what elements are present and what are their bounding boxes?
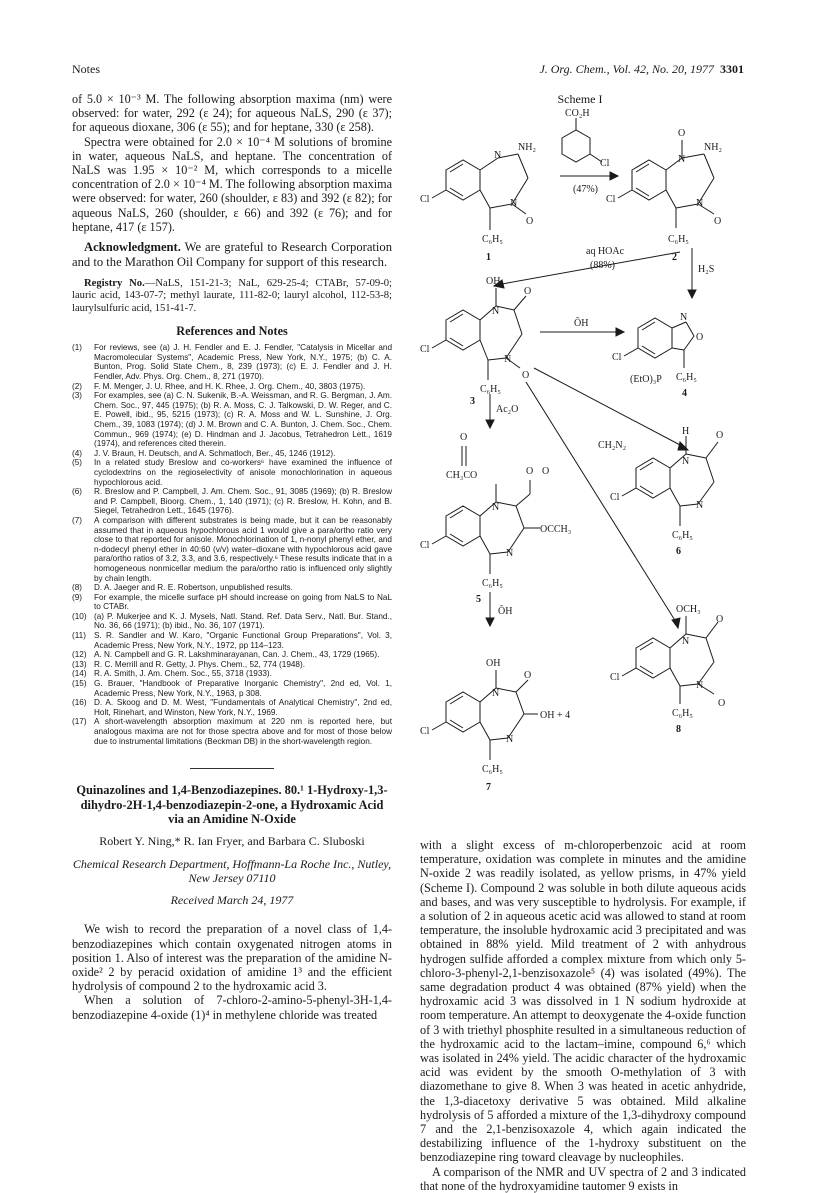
reference-text: (a) P. Mukerjee and K. J. Mysels, Natl. Stand. Ref. Data Serv., Natl. Bur. Stand., No. 36, 66 (1971); (b) ibid., No. 36, 107 (1971). xyxy=(94,611,392,631)
label-o-ester-5: O xyxy=(526,466,534,477)
reference-text: R. Breslow and P. Campbell, J. Am. Chem. Soc., 91, 3085 (1969); (b) R. Breslow and P. Campbell, Bioorg. Chem., 1, 140 (1971); (c) R. Breslow, H. Kohn, and B. Siegel, Tetrahedron Lett., 1645 (1976). xyxy=(94,487,392,516)
right-column xyxy=(420,838,746,1193)
references-title: References and Notes xyxy=(176,324,288,339)
registry-heading: Registry No. xyxy=(84,278,145,290)
label-cl-7: Cl xyxy=(420,726,430,737)
registry-text: —NaLS, 151-21-3; NaL, 629-25-4; CTABr, 57-09-0; lauric acid, 143-07-7; methyl laurate, 111-82-0; lauryl alcohol, 112-53-8; laurylsulfuric acid, 151-41-7. xyxy=(72,278,392,314)
label-o-3: O xyxy=(522,370,530,381)
label-n4-7: N xyxy=(506,734,514,745)
reagent-mcpba xyxy=(562,118,602,162)
body-paragraph-4: A comparison of the NMR and UV spectra of 2 and 3 indicated that none of the hydroxyamidine tautomer 9 exists in xyxy=(420,1164,746,1193)
label-cl-reagent: Cl xyxy=(600,158,610,169)
reference-item xyxy=(72,612,392,631)
label-n1-2: N xyxy=(678,154,686,165)
registry-numbers xyxy=(72,278,392,315)
reference-number: (9) xyxy=(72,592,83,602)
compound-label-2: 2 xyxy=(672,252,677,263)
label-oh-7: OH xyxy=(486,658,501,669)
label-ph-8: C₆H₅ xyxy=(672,708,693,719)
reference-text: For reviews, see (a) J. H. Fendler and E. J. Fendler, "Catalysis in Micellar and Macromolecular Systems", Academic Press, New York, N.Y., 1975; (b) C. A. Bunton, Prog. Solid State Chem., 8, 239 (1973); (c) E. J. Fendler and J. H. Fendler, Adv. Phys. Org. Chem., 8, 271 (1970). xyxy=(94,343,392,382)
reference-item xyxy=(72,583,392,593)
label-ph-6: C₆H₅ xyxy=(672,530,693,541)
body-paragraph-2: When a solution of 7-chloro-2-amino-5-phenyl-3H-1,4-benzodiazepine 4-oxide (1)⁴ in methylene chloride was treated xyxy=(72,993,392,1022)
reference-text: G. Brauer, "Handbook of Preparative Inorganic Chemistry", 2nd ed, Vol. 1, Academic Press, New York, N.Y., 1963, p 308. xyxy=(94,679,392,698)
compound-3 xyxy=(432,288,526,380)
label-ch2n2: CH₂N₂ xyxy=(598,440,627,451)
reference-item xyxy=(72,717,392,746)
reference-number: (4) xyxy=(72,448,83,458)
label-yield-88: (88%) xyxy=(590,260,615,271)
label-n4-8: N xyxy=(696,680,704,691)
label-och3-8: OCH₃ xyxy=(676,604,701,615)
label-n4-2: N xyxy=(696,198,704,209)
affiliation: Chemical Research Department, Hoffmann-La Roche Inc., Nutley, New Jersey 07110 xyxy=(72,857,392,886)
reference-text: A short-wavelength absorption maximum at 220 nm is reported here, but analogous maxima are not for those spectra above and for most of those below due to instrumental limitations (Beckman DB) in the short-wavelength region. xyxy=(94,717,392,746)
intro-paragraph: of 5.0 × 10⁻³ M. The following absorption maxima (nm) were observed: for water, 292 (ε 24); for aqueous NaLS, 290 (ε 37); for aqueous dioxane, 306 (ε 55); and for heptane, 330 (ε 258). xyxy=(72,92,392,135)
references-list xyxy=(72,343,392,746)
label-ph-4: C₆H₅ xyxy=(676,372,697,383)
compound-7 xyxy=(432,670,538,760)
reference-item xyxy=(72,516,392,583)
label-h2s: H₂S xyxy=(698,264,715,275)
reference-number: (10) xyxy=(72,611,87,621)
acknowledgment xyxy=(72,240,392,270)
label-ch3co-5: CH₃CO xyxy=(446,470,478,481)
arrow-3-to-6 xyxy=(526,368,688,628)
label-n1-5: N xyxy=(492,502,500,513)
body-paragraph-1: We wish to record the preparation of a novel class of 1,4-benzodiazepines which contain oxygenated nitrogen atoms in position 1. Also of interest was the preparation of the amidine N-oxide² 2 by peracid oxidation of amidine 1³ and the efficient hydrolysis of compound 2 to the hydroxamic acid 3. xyxy=(72,922,392,994)
compound-4 xyxy=(624,318,694,368)
reference-number: (12) xyxy=(72,650,87,660)
label-o-carbonyl-8: O xyxy=(716,614,724,625)
label-cl-8: Cl xyxy=(610,672,620,683)
label-cl-1: Cl xyxy=(420,194,430,205)
label-cl-6: Cl xyxy=(610,492,620,503)
article-divider xyxy=(190,768,274,769)
reference-number: (7) xyxy=(72,515,83,525)
authors: Robert Y. Ning,* R. Ian Fryer, and Barbara C. Sluboski xyxy=(99,834,365,849)
reference-number: (3) xyxy=(72,391,83,401)
reference-text: F. M. Menger, J. U. Rhee, and H. K. Rhee, J. Org. Chem., 40, 3803 (1975). xyxy=(94,381,366,391)
arrow-3-to-4 xyxy=(540,328,624,336)
label-ph-1: C₆H₅ xyxy=(482,234,503,245)
label-cl-3: Cl xyxy=(420,344,430,355)
compound-label-8: 8 xyxy=(676,724,681,735)
label-cl-4: Cl xyxy=(612,352,622,363)
section-label: Notes xyxy=(72,62,100,76)
reference-text: D. A. Jaeger and R. E. Robertson, unpublished results. xyxy=(94,583,293,593)
label-oh-plus-4: OH + 4 xyxy=(540,710,571,721)
reference-text: R. C. Merrill and R. Getty, J. Phys. Chem., 52, 774 (1948). xyxy=(94,659,305,669)
label-o-acetyl-5: O xyxy=(460,432,468,443)
reference-number: (11) xyxy=(72,631,86,641)
ack-text: We are grateful to Research Corporation and to the Marathon Oil Company for support of this research. xyxy=(72,240,392,270)
reference-item xyxy=(72,631,392,650)
reference-item xyxy=(72,382,392,392)
body-paragraph-3: with a slight excess of m-chloroperbenzoic acid at room temperature, oxidation was complete in minutes and the amidine N-oxide 2 was readily isolated, as yellow prisms, in 47% yield (Scheme I). Compound 2 was soluble in both dilute aqueous acids and bases, and was very susceptible to hydrolysis. For example, if a solution of 2 in aqueous acetic acid was allowed to stand at room temperature, the insoluble hydroxamic acid 3 precipitated and was obtained in 88% yield. Mild treatment of 2 with anhydrous hydrogen sulfide afforded a complex mixture from which only 5-chloro-3-phenyl-2,1-benzisoxazole⁵ (4) was isolated (49%). The same degradation product 4 was obtained (87% yield) when the hydroxamic acid 3 was dissolved in 1 N sodium hydroxide at room temperature. An attempt to deoxygenate the 4-oxide function of 3 with triethyl phosphite resulted in a simultaneous reduction of the hydroxamic acid to the lactam–imine, compound 6,⁶ which was isolated in 24% yield. The acidic character of the hydroxamic acid was evident by the smooth O-methylation of 3 with diazomethane to give 8. When 3 was heated in acetic anhydride, the 1,3-diacetoxy derivative 5 was obtained. Mild alkaline hydrolysis of 5 afforded a mixture of the 1,3-dihydroxy compound 7 and the 2,1-benzisoxazole 4, which again indicated the destabilizing influence of the 1-hydroxy substituent on the benzodiazepine ring toward cleavage by nucleophiles. xyxy=(420,838,746,1165)
compound-label-5: 5 xyxy=(476,594,481,605)
left-column xyxy=(72,92,392,1022)
page-number: 3301 xyxy=(720,62,744,76)
received-date: Received March 24, 1977 xyxy=(170,893,294,908)
compound-label-7: 7 xyxy=(486,782,491,793)
reference-item xyxy=(72,698,392,717)
label-cl-5: Cl xyxy=(420,540,430,551)
reference-text: In a related study Breslow and co-workers⁶ have examined the influence of cyclodextrins on the regioselectivity of anisole monochlorination in aqueous hypochlorous acid. xyxy=(94,458,392,487)
reference-number: (8) xyxy=(72,583,83,593)
label-o-1: O xyxy=(526,216,534,227)
scheme-1 xyxy=(410,92,750,832)
label-o-carbonyl-7: O xyxy=(524,670,532,681)
label-o-ester2-5: O xyxy=(542,466,550,477)
compound-label-6: 6 xyxy=(676,546,681,557)
label-eto3p: (EtO)₃P xyxy=(630,374,662,385)
reference-text: A. N. Campbell and G. R. Lakshminarayanan, Can. J. Chem., 43, 1729 (1965). xyxy=(94,650,380,660)
reference-number: (13) xyxy=(72,659,87,669)
reference-text: For example, the micelle surface pH should increase on going from NaLS to NaL to CTABr. xyxy=(94,592,392,612)
reference-number: (15) xyxy=(72,679,87,689)
label-o-4: O xyxy=(696,332,704,343)
label-oh-minus-1: ŌH xyxy=(574,318,589,329)
scheme-title: Scheme I xyxy=(557,92,603,106)
reference-item xyxy=(72,458,392,487)
label-nh2-1: NH₂ xyxy=(518,142,536,153)
reference-number: (6) xyxy=(72,487,83,497)
label-o-8: O xyxy=(718,698,726,709)
reference-text: D. A. Skoog and D. M. West, "Fundamentals of Analytical Chemistry", 2nd ed, Holt, Rinehart, and Winston, New York, N.Y., 1969. xyxy=(94,698,392,717)
arrow-5-to-7 xyxy=(486,592,494,626)
compound-label-3: 3 xyxy=(470,396,475,407)
reference-text: R. A. Smith, J. Am. Chem. Soc., 55, 3718 (1933). xyxy=(94,669,272,679)
label-n4-1: N xyxy=(510,198,518,209)
arrow-1-to-2 xyxy=(560,172,618,180)
reference-number: (16) xyxy=(72,698,87,708)
label-ph-3: C₆H₅ xyxy=(480,384,501,395)
reference-item xyxy=(72,343,392,381)
reference-item xyxy=(72,449,392,459)
compound-label-4: 4 xyxy=(682,388,687,399)
label-cl-2: Cl xyxy=(606,194,616,205)
compound-2 xyxy=(618,140,714,228)
label-oh-3: OH xyxy=(486,276,501,287)
label-n4-3: N xyxy=(504,354,512,365)
compound-5 xyxy=(432,446,540,574)
label-occh3-5: OCCH₃ xyxy=(540,524,572,535)
label-ph-5: C₆H₅ xyxy=(482,578,503,589)
ack-heading: Acknowledgment. xyxy=(84,240,181,255)
label-n-4: N xyxy=(680,312,688,323)
reference-number: (2) xyxy=(72,381,83,391)
label-n4-6: N xyxy=(696,500,704,511)
label-n1-8: N xyxy=(682,636,690,647)
label-co2h: CO₂H xyxy=(565,108,590,119)
label-ac2o: Ac₂O xyxy=(496,404,519,415)
journal-citation xyxy=(539,62,744,77)
article-title: Quinazolines and 1,4-Benzodiazepines. 80.¹ 1-Hydroxy-1,3-dihydro-2H-1,4-benzodiazepin-2-one, a Hydroxamic Acid via an Amidine N-Oxide xyxy=(76,783,388,826)
reference-number: (5) xyxy=(72,458,83,468)
compound-6 xyxy=(622,436,718,526)
reference-text: S. R. Sandler and W. Karo, "Organic Functional Group Preparations", Vol. 3, Academic Press, New York, N.Y., 1972, pp 114–123. xyxy=(94,631,392,650)
label-n1-1: N xyxy=(494,150,502,161)
reference-number: (1) xyxy=(72,343,83,353)
reference-text: For examples, see (a) C. N. Sukenik, B.-A. Weissman, and R. G. Bergman, J. Am. Chem. Soc., 97, 445 (1975); (b) R. A. Moss, C. J. Talkowski, D. W. Reger, and C. E. Powell, ibid., 95, 5215 (1973); (c) R. A. Moss and W. L. Sunshine, J. Org. Chem., 39, 1083 (1974); (d) J. M. Brown and C. A. Bunton, J. Chem. Soc., Chem. Commun., 969 (1974); (e) D. Hindman and J. Jacobus, Tetrahedron Lett., 1619 (1974), and references cited therein. xyxy=(94,391,392,449)
label-aq-hoac: aq HOAc xyxy=(586,246,625,257)
reference-item xyxy=(72,487,392,516)
label-n1-3: N xyxy=(492,306,500,317)
reference-item xyxy=(72,660,392,670)
reference-item xyxy=(72,391,392,449)
reference-item xyxy=(72,593,392,612)
reference-item xyxy=(72,650,392,660)
reference-item xyxy=(72,679,392,698)
arrow-3-to-5 xyxy=(486,394,494,428)
label-o-2: O xyxy=(714,216,722,227)
compound-1 xyxy=(432,154,528,230)
scheme-drawing xyxy=(410,92,750,832)
label-oh-minus-2: ŌH xyxy=(498,606,513,617)
label-h-6: H xyxy=(682,426,690,437)
compound-8 xyxy=(622,616,718,704)
label-nh2-2: NH₂ xyxy=(704,142,722,153)
label-o-6: O xyxy=(716,430,724,441)
spectra-paragraph: Spectra were obtained for 2.0 × 10⁻⁴ M solutions of bromine in water, aqueous NaLS, and heptane. The concentration of NaLS was 1.95 × 10⁻² M, which corresponds to a micelle concentration of 2.0 × 10⁻⁴ M. The following absorption maxima were observed: for water, 260 (shoulder, ε 83) and 392 (ε 82); for aqueous NaLS, 260 (shoulder, ε 66) and 392 (ε 76); and for heptane, 417 (ε 157). xyxy=(72,134,392,234)
reference-number: (14) xyxy=(72,669,87,679)
compound-label-1: 1 xyxy=(486,252,491,263)
label-yield-47: (47%) xyxy=(573,184,598,195)
label-ph-7: C₆H₅ xyxy=(482,764,503,775)
label-n4-5: N xyxy=(506,548,514,559)
label-o-top-2: O xyxy=(678,128,686,139)
label-o-carbonyl-3: O xyxy=(524,286,532,297)
running-head xyxy=(72,62,744,78)
reference-item xyxy=(72,669,392,679)
label-n1-6: N xyxy=(682,456,690,467)
reference-text: J. V. Braun, H. Deutsch, and A. Schmatloch, Ber., 45, 1246 (1912). xyxy=(94,448,336,458)
reference-number: (17) xyxy=(72,717,87,727)
label-ph-2: C₆H₅ xyxy=(668,234,689,245)
reference-text: A comparison with different substrates is being made, but it can be reasonably assumed that in aqueous hypochlorous acid 1 would give a para/ortho ratio very close to that reported for anisole. Monochlorination of 1, n-nonyl phenyl ether, and n-dodecyl phenyl ether in 40:60 (v/v) water–dioxane with hypochlorous acid gave para/ortho ratios of 3.2, 3.3, and 3.6, respectively.⁶ These results indicate that in a homogeneous nonmicellar medium the para/ortho ratio is influenced only slightly by chain length. xyxy=(94,515,392,583)
journal-name: J. Org. Chem., Vol. 42, No. 20, 1977 xyxy=(539,62,714,76)
label-n1-7: N xyxy=(492,688,500,699)
